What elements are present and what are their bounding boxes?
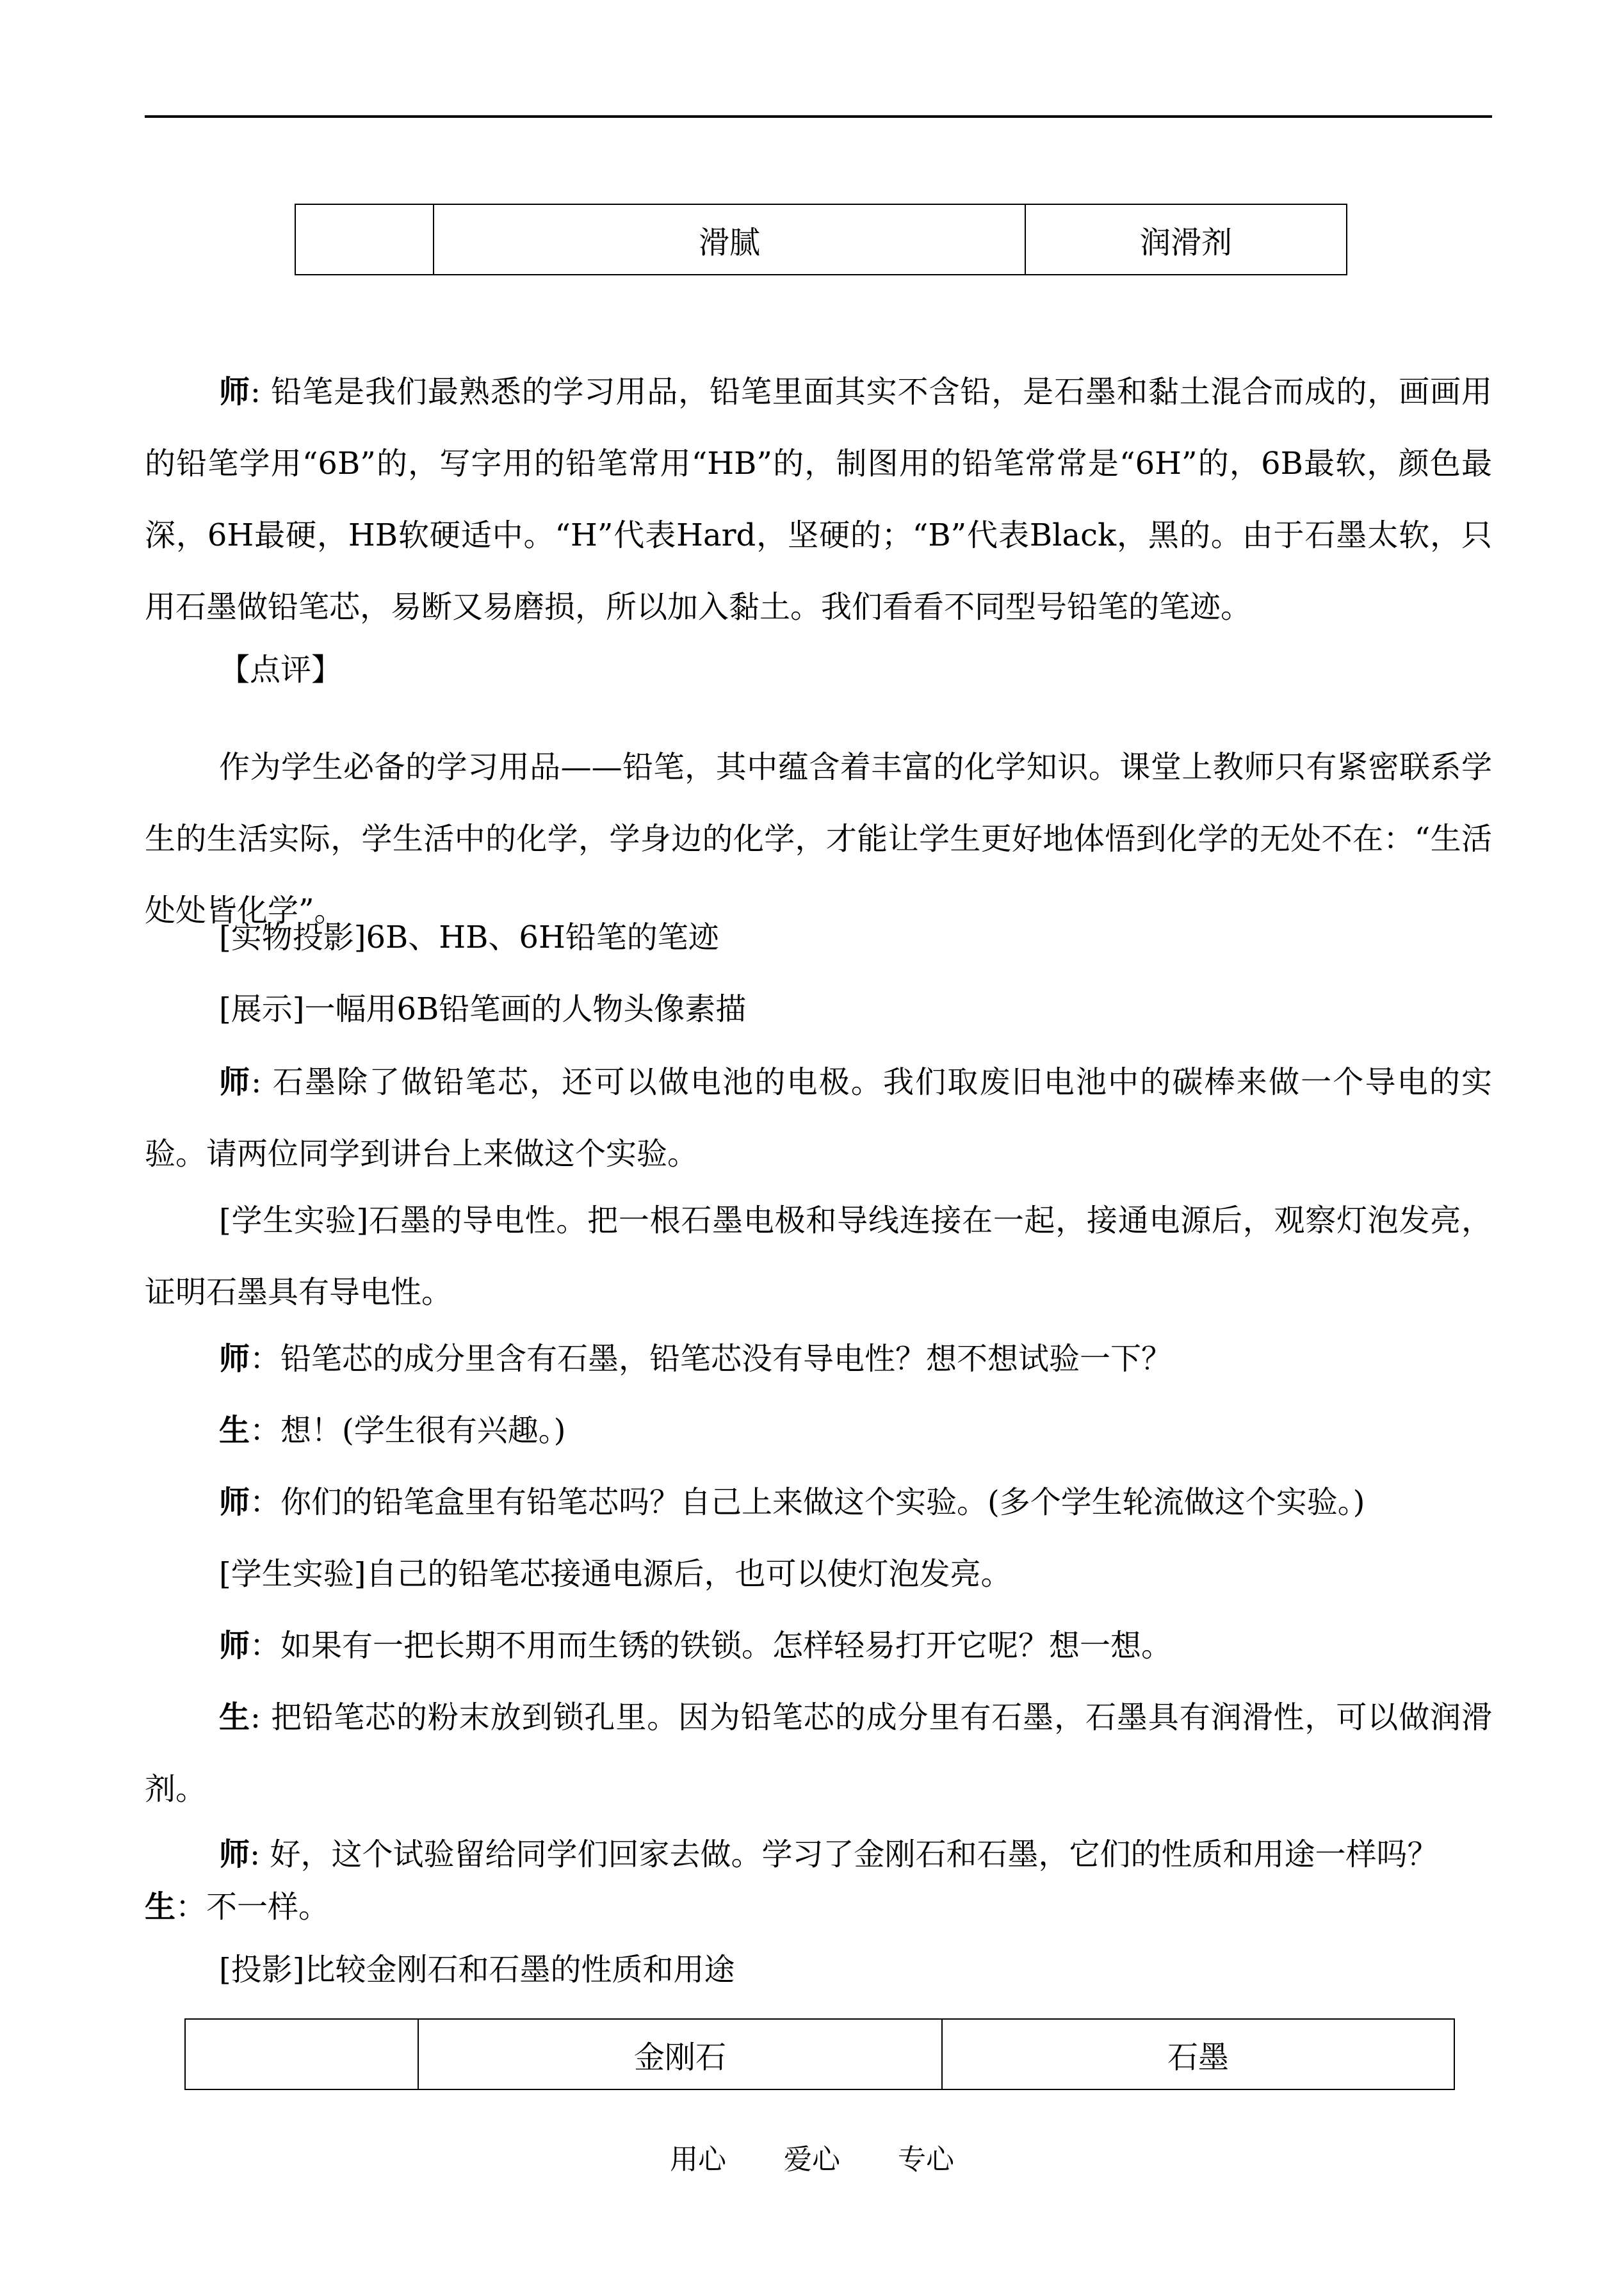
paragraph: 师：你们的铅笔盒里有铅笔芯吗？自己上来做这个实验。(多个学生轮流做这个实验。) [219, 1484, 1365, 1520]
paragraph: 师: 铅笔是我们最熟悉的学习用品，铅笔里面其实不含铅，是石墨和黏土混合而成的，画画用的铅笔学用“6B”的，写字用的铅笔常用“HB”的，制图用的铅笔常常是“6H”的，6B最软，颜色最深，6H最硬，HB软硬适中。“H”代表Hard，坚硬的；“B”代表Black，黑的。由于石墨太软，只用石墨做铅笔芯，易断又易磨损，所以加入黏土。我们看看不同型号铅笔的笔迹。 [145, 374, 1492, 625]
footer-text: 专心 [898, 2143, 954, 2176]
paragraph: [实物投影]6B、HB、6H铅笔的笔迹 [219, 920, 719, 955]
table-cell: 金刚石 [418, 2019, 942, 2089]
paragraph: [学生实验]石墨的导电性。把一根石墨电极和导线连接在一起，接通电源后，观察灯泡发亮，证明石墨具有导电性。 [145, 1203, 1492, 1310]
properties-table-bottom [184, 2018, 1455, 2090]
footer-text: 用心 [670, 2143, 726, 2176]
table-cell: 石墨 [942, 2019, 1454, 2089]
paragraph: 师：如果有一把长期不用而生锈的铁锁。怎样轻易打开它呢？想一想。 [219, 1628, 1173, 1664]
paragraph: 生：不一样。 [145, 1889, 330, 1925]
table-cell [295, 204, 434, 275]
paragraph: 师: 石墨除了做铅笔芯，还可以做电池的电极。我们取废旧电池中的碳棒来做一个导电的实验。请两位同学到讲台上来做这个实验。 [145, 1064, 1492, 1172]
paragraph: [学生实验]自己的铅笔芯接通电源后，也可以使灯泡发亮。 [219, 1556, 1012, 1592]
header-rule [145, 115, 1492, 118]
properties-table-top [295, 204, 1347, 275]
paragraph: 师: 好，这个试验留给同学们回家去做。学习了金刚石和石墨，它们的性质和用途一样吗？ [219, 1837, 1438, 1872]
paragraph: 生：想！(学生很有兴趣。) [219, 1413, 566, 1448]
paragraph: [展示]一幅用6B铅笔画的人物头像素描 [219, 991, 747, 1027]
paragraph: [投影]比较金刚石和石墨的性质和用途 [219, 1952, 735, 1988]
paragraph: 作为学生必备的学习用品——铅笔，其中蕴含着丰富的化学知识。课堂上教师只有紧密联系学生的生活实际，学生活中的化学，学身边的化学，才能让学生更好地体悟到化学的无处不在：“生活处处皆化学”。 [145, 749, 1492, 929]
page-footer [0, 2136, 1624, 2177]
table-cell [185, 2019, 418, 2089]
table-row [185, 2019, 1454, 2089]
paragraph: 生: 把铅笔芯的粉末放到锁孔里。因为铅笔芯的成分里有石墨，石墨具有润滑性，可以做润滑剂。 [145, 1699, 1492, 1807]
table-cell: 滑腻 [434, 204, 1025, 275]
table-cell: 润滑剂 [1025, 204, 1347, 275]
footer-text: 爱心 [784, 2143, 840, 2176]
table-row [295, 204, 1347, 275]
paragraph: 师：铅笔芯的成分里含有石墨，铅笔芯没有导电性？想不想试验一下？ [219, 1341, 1173, 1377]
review-heading: 【点评】 [219, 652, 343, 688]
